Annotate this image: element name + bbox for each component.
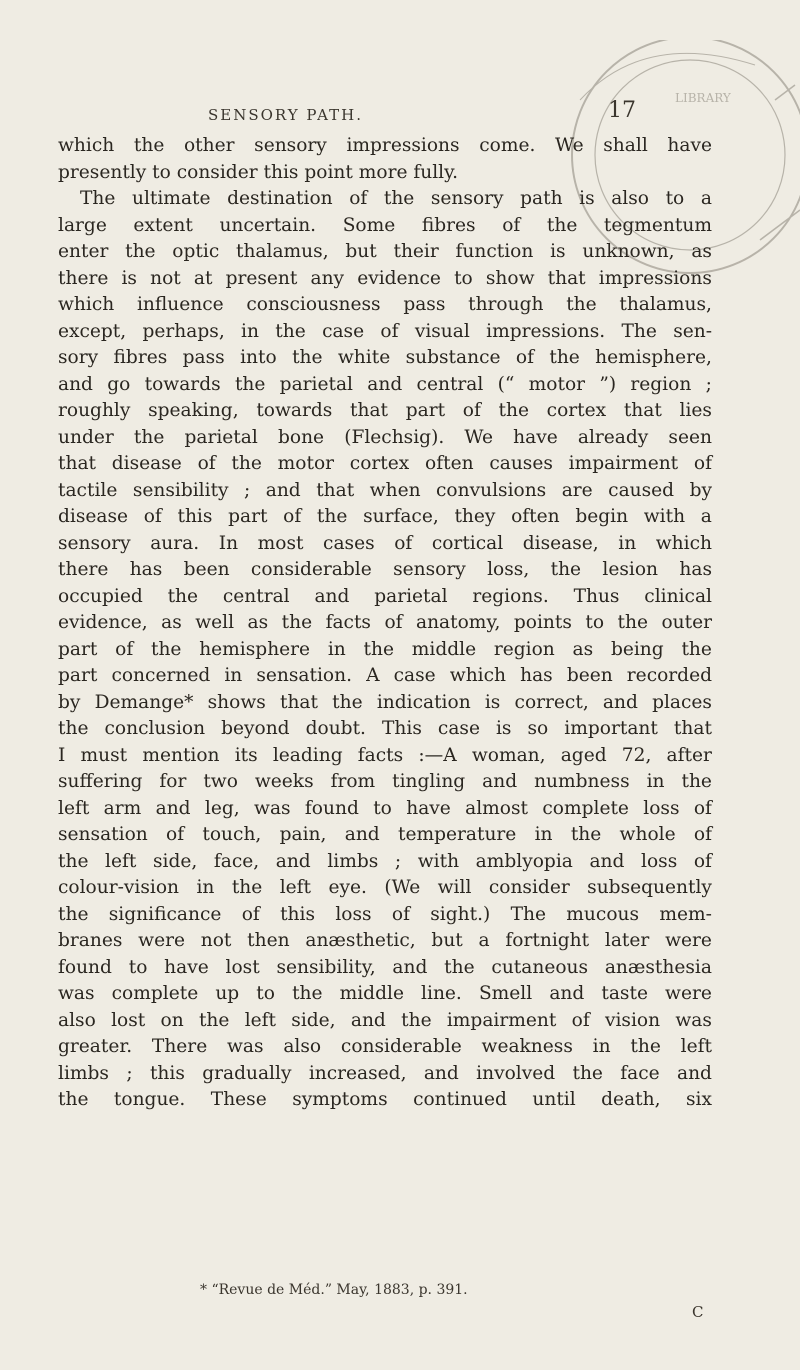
- text-line: except, perhaps, in the case of visual impressions. The sen-: [58, 320, 712, 342]
- text-line: and go towards the parietal and central (“ motor ”) region ;: [58, 373, 712, 395]
- text-line: the left side, face, and limbs ; with amblyopia and loss of: [58, 850, 712, 872]
- text-line: was complete up to the middle line. Smell and taste were: [58, 983, 712, 1004]
- body-text: [58, 133, 712, 1114]
- text-line: tactile sensibility ; and that when convulsions are caused by: [58, 479, 712, 501]
- text-line: which influence consciousness pass through the thalamus,: [58, 294, 712, 315]
- text-line: part of the hemisphere in the middle region as being the: [58, 638, 712, 660]
- text-line: found to have lost sensibility, and the cutaneous anæsthesia: [58, 956, 712, 978]
- text-line: which the other sensory impressions come. We shall have: [58, 135, 712, 156]
- text-line: sensation of touch, pain, and temperature in the whole of: [58, 824, 712, 845]
- text-line: the tongue. These symptoms continued until death, six: [58, 1089, 712, 1110]
- text-line: there has been considerable sensory loss, the lesion has: [58, 559, 712, 580]
- text-line: sory fibres pass into the white substance of the hemisphere,: [58, 347, 712, 368]
- text-line: that disease of the motor cortex often causes impairment of: [58, 453, 712, 474]
- text-line: the significance of this loss of sight.) The mucous mem-: [58, 903, 712, 925]
- text-line: presently to consider this point more fully.: [58, 161, 459, 183]
- text-line: by Demange* shows that the indication is correct, and places: [58, 691, 712, 713]
- text-line: enter the optic thalamus, but their function is unknown, as: [58, 241, 712, 262]
- signature-mark: C: [692, 1303, 704, 1321]
- page-number: 17: [608, 98, 636, 123]
- text-line: limbs ; this gradually increased, and involved the face and: [58, 1062, 712, 1084]
- text-line: colour-vision in the left eye. (We will consider subsequently: [58, 877, 712, 898]
- text-line: The ultimate destination of the sensory path is also to a: [80, 188, 712, 209]
- text-line: under the parietal bone (Flechsig). We have already seen: [58, 426, 712, 448]
- text-line: branes were not then anæsthetic, but a fortnight later were: [58, 930, 712, 951]
- text-line: sensory aura. In most cases of cortical disease, in which: [58, 532, 712, 554]
- text-line: left arm and leg, was found to have almost complete loss of: [58, 797, 712, 819]
- text-line: large extent uncertain. Some fibres of the tegmentum: [58, 214, 712, 236]
- text-line: disease of this part of the surface, they often begin with a: [58, 506, 712, 527]
- text-line: evidence, as well as the facts of anatomy, points to the outer: [58, 612, 712, 633]
- text-line: part concerned in sensation. A case which has been recorded: [58, 665, 712, 686]
- text-line: also lost on the left side, and the impairment of vision was: [58, 1009, 712, 1031]
- footnote: * “Revue de Méd.” May, 1883, p. 391.: [200, 1282, 468, 1298]
- text-line: suffering for two weeks from tingling and numbness in the: [58, 771, 712, 792]
- stamp-text: LIBRARY: [675, 91, 731, 105]
- text-line: roughly speaking, towards that part of the cortex that lies: [58, 400, 712, 421]
- text-line: I must mention its leading facts :—A woman, aged 72, after: [58, 744, 712, 766]
- text-line: there is not at present any evidence to show that impressions: [58, 267, 712, 289]
- text-line: the conclusion beyond doubt. This case is so important that: [58, 718, 712, 739]
- text-line: greater. There was also considerable weakness in the left: [58, 1036, 712, 1057]
- text-line: occupied the central and parietal regions. Thus clinical: [58, 585, 712, 607]
- running-head: SENSORY PATH.: [208, 106, 364, 124]
